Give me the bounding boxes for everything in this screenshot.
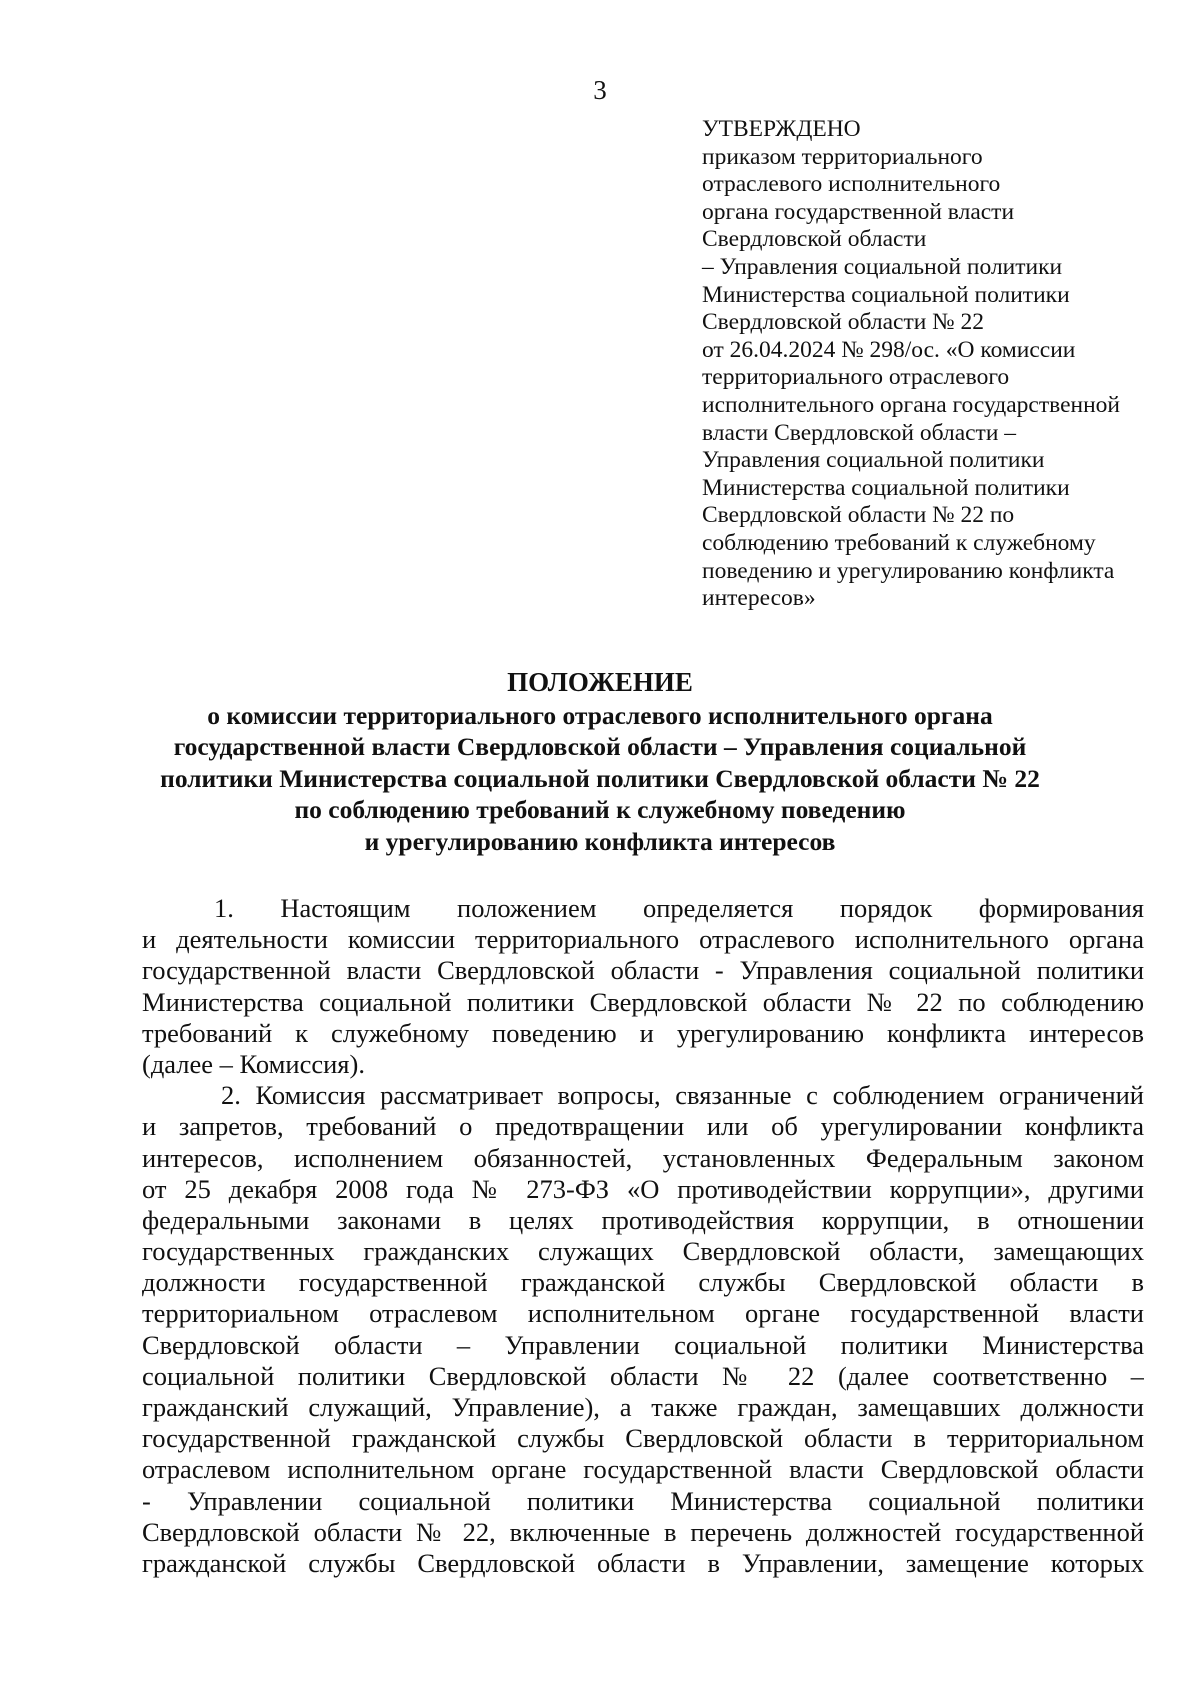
approval-line: – Управления социальной политики xyxy=(702,253,1063,280)
page-number: 3 xyxy=(593,75,607,105)
paragraph-line: гражданской службы Свердловской области в Управлении, замещение которых xyxy=(142,1547,1144,1578)
approval-stamp-block xyxy=(702,116,1172,613)
paragraph-line: - Управлении социальной политики Министерства социальной политики xyxy=(142,1485,1144,1516)
approval-line: от 26.04.2024 № 298/ос. «О комиссии xyxy=(702,336,1076,363)
paragraph-line: отраслевом исполнительном органе государственной власти Свердловской области xyxy=(142,1454,1144,1485)
paragraph-line: и деятельности комиссии территориального отраслевого исполнительного органа xyxy=(142,924,1144,955)
approval-line: Министерства социальной политики xyxy=(702,281,1070,308)
approval-line: УТВЕРЖДЕНО xyxy=(702,116,861,142)
paragraph-line: и запретов, требований о предотвращении или об урегулировании конфликта xyxy=(142,1111,1144,1142)
paragraph-2 xyxy=(142,1080,1144,1579)
paragraph-line: федеральными законами в целях противодействия коррупции, в отношении xyxy=(142,1204,1144,1235)
title-heading: ПОЛОЖЕНИЕ xyxy=(507,667,693,697)
approval-line: приказом территориального xyxy=(702,143,983,170)
paragraph-line: должности государственной гражданской службы Свердловской области в xyxy=(142,1267,1144,1298)
title-subline: по соблюдению требований к служебному поведению xyxy=(294,795,906,825)
approval-line: Свердловской области № 22 по xyxy=(702,502,1015,529)
paragraph-line: территориальном отраслевом исполнительном органе государственной власти xyxy=(142,1298,1144,1329)
paragraph-line: 2. Комиссия рассматривает вопросы, связанные с соблюдением ограничений xyxy=(221,1080,1144,1111)
document-title xyxy=(100,664,1100,857)
paragraph-line: от 25 декабря 2008 года № 273-ФЗ «О противодействии коррупции», другими xyxy=(142,1173,1144,1204)
document-body xyxy=(142,893,1144,1579)
paragraph-line: Свердловской области – Управлении социальной политики Министерства xyxy=(142,1329,1144,1360)
paragraph-line: социальной политики Свердловской области № 22 (далее соответственно – xyxy=(142,1360,1144,1391)
paragraph-line: интересов, исполнением обязанностей, установленных Федеральным законом xyxy=(142,1142,1144,1173)
title-subline: о комиссии территориального отраслевого исполнительного органа xyxy=(207,701,993,730)
paragraph-line: гражданский служащий, Управление), а также граждан, замещавших должности xyxy=(142,1392,1144,1422)
paragraph-line: государственной власти Свердловской области - Управления социальной политики xyxy=(142,955,1144,986)
title-subline: государственной власти Свердловской области – Управления социальной xyxy=(173,732,1027,762)
title-subline: и урегулированию конфликта интересов xyxy=(364,826,836,856)
approval-line: отраслевого исполнительного xyxy=(702,171,1001,198)
paragraph-line: государственных гражданских служащих Свердловской области, замещающих xyxy=(142,1236,1144,1267)
paragraph-line: Свердловской области № 22, включенные в перечень должностей государственной xyxy=(142,1516,1144,1547)
approval-line: власти Свердловской области – xyxy=(702,419,1017,446)
paragraph-line: (далее – Комиссия). xyxy=(142,1048,365,1079)
approval-line: органа государственной власти xyxy=(702,198,1015,225)
approval-line: исполнительного органа государственной xyxy=(702,391,1120,418)
paragraph-line: требований к служебному поведению и урегулированию конфликта интересов xyxy=(142,1017,1144,1048)
approval-line: Свердловской области xyxy=(702,226,927,253)
approval-line: интересов» xyxy=(702,585,816,612)
approval-line: соблюдению требований к служебному xyxy=(702,529,1096,556)
approval-line: территориального отраслевого xyxy=(702,364,1010,391)
title-subline: политики Министерства социальной политики Свердловской области № 22 xyxy=(160,763,1040,793)
approval-line: Управления социальной политики xyxy=(702,447,1045,474)
approval-line: поведению и урегулированию конфликта xyxy=(702,557,1115,584)
paragraph-line: государственной гражданской службы Свердловской области в территориальном xyxy=(142,1423,1144,1454)
paragraph-line: 1. Настоящим положением определяется порядок формирования xyxy=(214,893,1144,923)
paragraph-line: Министерства социальной политики Свердловской области № 22 по соблюдению xyxy=(142,986,1144,1017)
approval-line: Свердловской области № 22 xyxy=(702,309,984,336)
paragraph-1 xyxy=(142,893,1144,1080)
approval-line: Министерства социальной политики xyxy=(702,474,1070,501)
